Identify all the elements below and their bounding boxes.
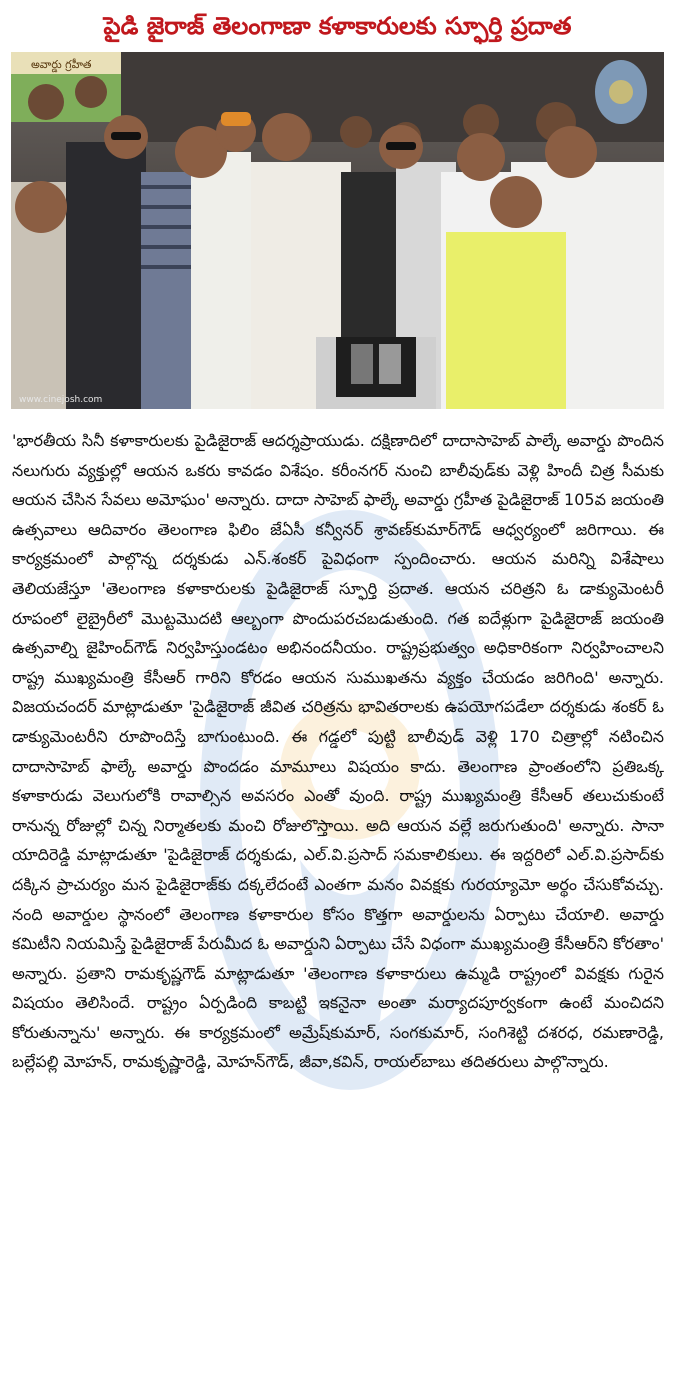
banner-text: అవార్డు గ్రహీత [31, 58, 92, 71]
event-photo [11, 52, 664, 409]
photo-credit: www.cinejosh.com [19, 395, 103, 405]
article-body: 'భారతీయ సినీ కళాకారులకు పైడిజైరాజ్‌ ఆదర్శప్రాయుడు. దక్షిణాదిలో దాదాసాహెబ్‌ పాల్కే అవార్డు పొందిన నలుగురు వ్యక్తుల్లో ఆయన ఒకరు కావడం విశేషం. కరీంనగర్‌ నుంచి బాలీవుడ్‌కు వెళ్లి హిందీ చిత్ర సీమకు ఆయన చేసిన సేవలు అమోఘం' అన్నారు. దాదా సాహెబ్‌ ఫాల్కే అవార్డు గ్రహీత పైడిజైరాజ్‌ 105వ జయంతి ఉత్సవాలు ఆదివారం తెలంగాణ ఫిలిం జేఏసీ కన్వీనర్‌ శ్రావణ్‌కుమార్‌గౌడ్‌ ఆధ్వర్యంలో జరిగాయి. ఈ కార్యక్రమంలో పాల్గొన్న దర్శకుడు ఎన్‌.శంకర్‌ పైవిధంగా స్పందించారు. ఆయన మరిన్ని విశేషాలు తెలియజేస్తూ 'తెలంగాణ కళాకారులకు పైడిజైరాజ్‌ స్ఫూర్తి ప్రదాత. ఆయన చరిత్రని ఓ డాక్యుమెంటరీ రూపంలో లైబ్రైరీలో మొట్టమొదటి ఆల్బంగా పొందుపరచబడుతుంది. గత ఐదేళ్లుగా పైడిజైరాజ్‌ జయంతి ఉత్సవాల్ని జైహింద్‌గౌడ్‌ నిర్వహిస్తుండటం అభినందనీయం. రాష్ట్రప్రభుత్వం అధికారికంగా నిర్వహించాలని రాష్ట్ర ముఖ్యమంత్రి కేసీఆర్‌ గారిని కోరడం ఆయన సుముఖతను వ్యక్తం చేయడం జరిగింది' అన్నారు. విజయచందర్‌ మాట్లాడుతూ 'పైడిజైరాజ్‌ జీవిత చరిత్రను భావితరాలకు ఉపయోగపడేలా దర్శకుడు శంకర్‌ ఓ డాక్యుమెంటరీని రూపొందిస్తే బాగుంటుంది. ఈ గడ్డలో పుట్టి బాలీవుడ్‌ వెళ్లి 170 చిత్రాల్లో నటించిన దాదాసాహెబ్‌ ఫాల్కే అవార్డు పొందడం మామూలు విషయం కాదు. తెలంగాణ ప్రాంతంలోని ప్రతిఒక్క కళాకారుడు వెలుగులోకి రావాల్సిన అవసరం ఎంతో వుంది. రాష్ట్ర ముఖ్యమంత్రి కేసీఆర్‌ తలుచుకుంటే రానున్న రోజుల్లో చిన్న నిర్మాతలకు మంచి రోజులొస్తాయి. అది ఆయన వల్లే జరుగుతుంది' అన్నారు. సానా యాదిరెడ్డి మాట్లాడుతూ 'పైడిజైరాజ్‌ దర్శకుడు, ఎల్‌.వి.ప్రసాద్‌ సమకాలికులు. ఈ ఇద్దరిలో ఎల్‌.వి.ప్రసాద్‌కు దక్కిన ప్రాచుర్యం మన పైడిజైరాజ్‌కు దక్కలేదంటే ఎంతగా మనం వివక్షకు గురయ్యామో అర్థం చేసుకోవచ్చు. నంది అవార్డుల స్థానంలో తెలంగాణ కళాకారుల కోసం కొత్తగా అవార్డులను ఏర్పాటు చేయాలి. అవార్డు కమిటీని నియమిస్తే పైడిజైరాజ్‌ పేరుమీద ఓ అవార్డుని ఏర్పాటు చేసే విధంగా ముఖ్యమంత్రి కేసీఆర్‌ని కోరతాం' అన్నారు. ప్రతాని రామకృష్ణగౌడ్‌ మాట్లాడుతూ 'తెలంగాణ కళాకారులు ఉమ్మడి రాష్ట్రంలో వివక్షకు గురైన విషయం తెలిసిందే. రాష్ట్రం ఏర్పడింది కాబట్టి ఇకనైనా అంతా మర్యాదపూర్వకంగా ఉంటే మంచిదని కోరుతున్నాను' అన్నారు. ఈ కార్యక్రమంలో అమ్రేష్‌కుమార్‌, సంగకుమార్‌, సంగిశెట్టి దశరధ, రమణారెడ్డి, బల్లేపల్లి మోహన్‌, రామకృష్ణారెడ్డి, మోహన్‌గౌడ్‌, జీవా,కవిన్‌, రాయల్‌బాబు తదితరులు పాల్గొన్నారు. [12, 431, 664, 1072]
headline: పైడి జైరాజ్‌ తెలంగాణా కళాకారులకు స్ఫూర్తి ప్రదాత [103, 12, 572, 40]
